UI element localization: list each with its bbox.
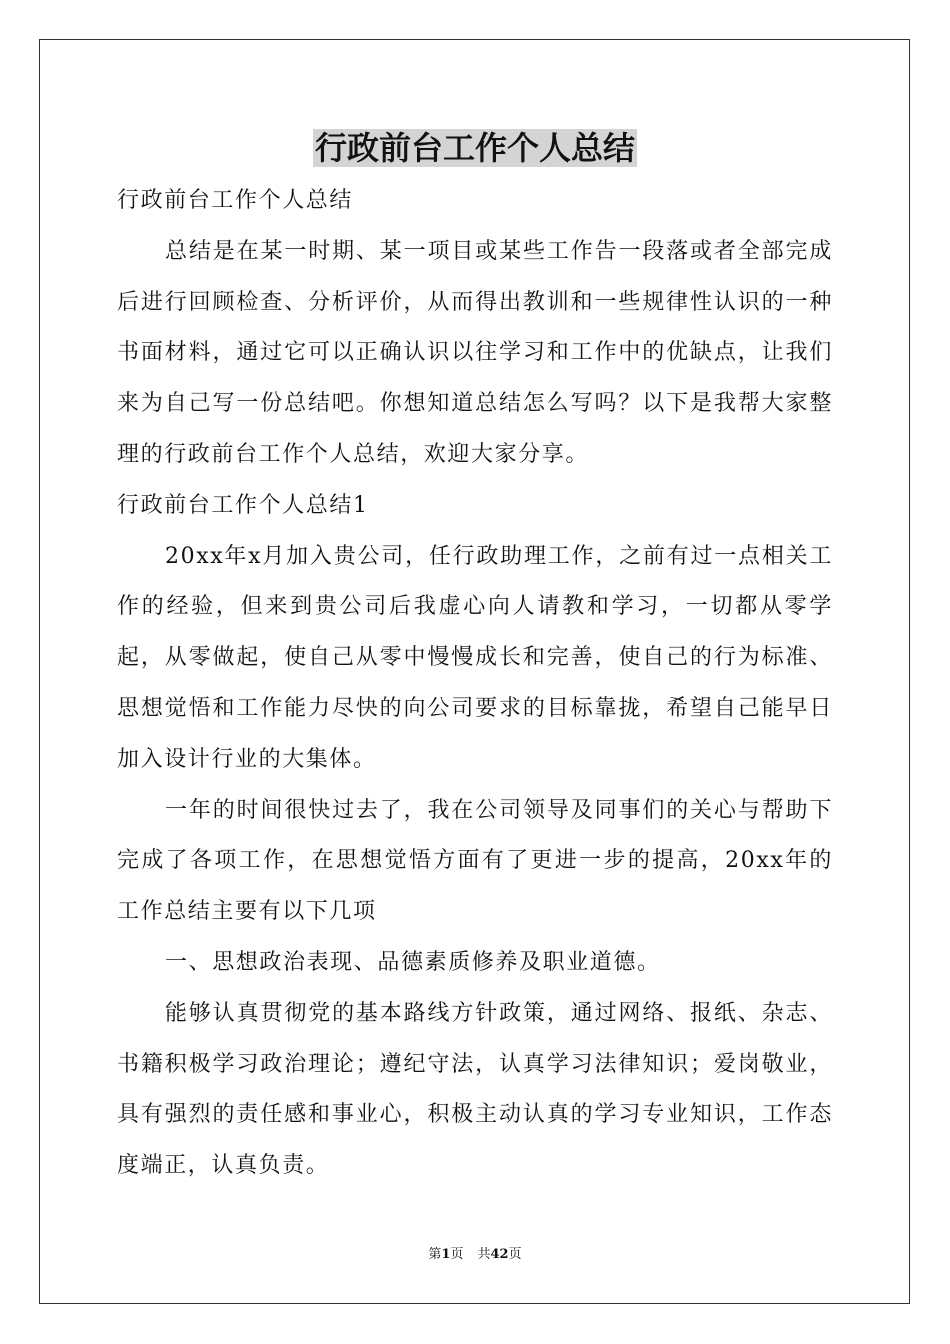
footer-total-pages: 42 <box>490 1247 509 1262</box>
footer-page-number: 1 <box>441 1247 451 1262</box>
paragraph-item-heading: 一、思想政治表现、品德素质修养及职业道德。 <box>165 949 661 975</box>
paragraph-section-heading: 行政前台工作个人总结1 <box>117 492 369 518</box>
footer-page-prefix: 第 <box>428 1247 442 1262</box>
footer-total-unit: 页 <box>508 1247 522 1262</box>
paragraph-body-2: 一年的时间很快过去了，我在公司领导及同事们的关心与帮助下完成了各项工作，在思想觉悟方面有了更进一步的提高，20xx年的工作总结主要有以下几项 <box>117 797 833 925</box>
paragraph-intro: 总结是在某一时期、某一项目或某些工作告一段落或者全部完成后进行回顾检查、分析评价，从而得出教训和一些规律性认识的一种书面材料，通过它可以正确认识以往学习和工作中的优缺点，让我们来为自己写一份总结吧。你想知道总结怎么写吗？以下是我帮大家整理的行政前台工作个人总结，欢迎大家分享。 <box>117 238 833 467</box>
paragraph-body-1: 20xx年x月加入贵公司，任行政助理工作，之前有过一点相关工作的经验，但来到贵公司后我虚心向人请教和学习，一切都从零学起，从零做起，使自己从零中慢慢成长和完善，使自己的行为标准、思想觉悟和工作能力尽快的向公司要求的目标靠拢，希望自己能早日加入设计行业的大集体。 <box>117 543 833 772</box>
footer-total-prefix: 共 <box>477 1247 491 1262</box>
paragraph-body-3: 能够认真贯彻党的基本路线方针政策，通过网络、报纸、杂志、书籍积极学习政治理论；遵纪守法，认真学习法律知识；爱岗敬业，具有强烈的责任感和事业心，积极主动认真的学习专业知识，工作态度端正，认真负责。 <box>117 1000 833 1179</box>
footer-page-unit: 页 <box>450 1247 464 1262</box>
document-body <box>117 176 833 1192</box>
document-title <box>0 124 950 172</box>
page-footer <box>0 1246 950 1264</box>
document-title-text: 行政前台工作个人总结 <box>314 129 635 167</box>
paragraph-subtitle: 行政前台工作个人总结 <box>117 188 354 213</box>
